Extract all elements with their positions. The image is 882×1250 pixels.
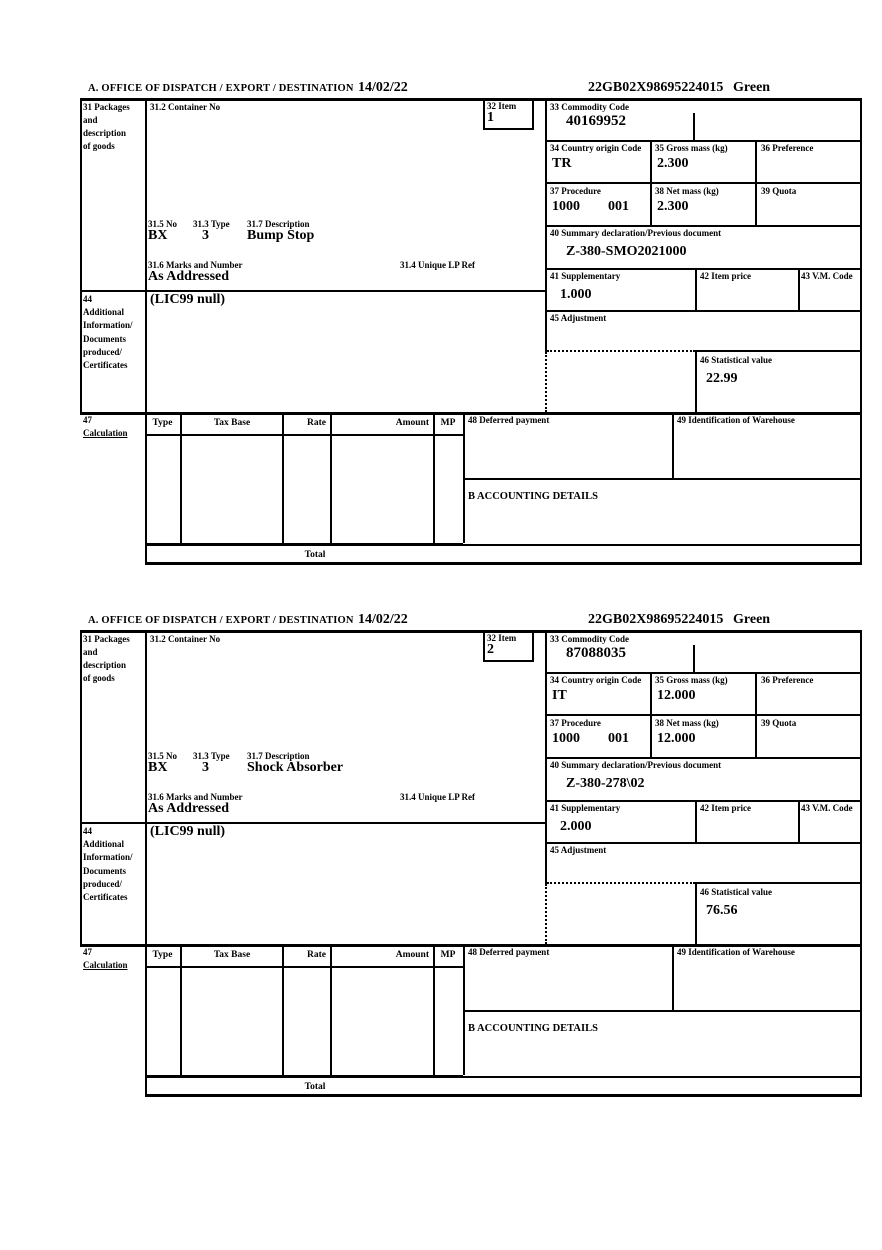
grid-line bbox=[145, 434, 463, 436]
box31-label-line: and bbox=[83, 115, 98, 125]
supplementary-value: 2.000 bbox=[560, 819, 592, 834]
procedure-label: 37 Procedure bbox=[550, 186, 601, 196]
box44-label-line: Information/ bbox=[83, 320, 133, 330]
container-no-label: 31.2 Container No bbox=[150, 102, 221, 112]
box47-label: 47 bbox=[83, 415, 92, 425]
grid-line bbox=[545, 140, 862, 142]
package-type-value: 3 bbox=[202, 760, 209, 775]
adjustment-label: 45 Adjustment bbox=[550, 845, 607, 855]
grid-line bbox=[695, 268, 697, 310]
grid-line bbox=[798, 800, 800, 842]
total-label: Total bbox=[304, 1082, 326, 1092]
warehouse-id-label: 49 Identification of Warehouse bbox=[677, 415, 795, 425]
grid-line bbox=[695, 800, 697, 842]
grid-line bbox=[672, 412, 674, 478]
item-price-label: 42 Item price bbox=[700, 803, 751, 813]
dotted-line bbox=[547, 882, 695, 884]
country-origin-label: 34 Country origin Code bbox=[550, 143, 642, 153]
grid-line bbox=[860, 98, 862, 565]
item-number-value: 1 bbox=[487, 110, 494, 125]
supplementary-label: 41 Supplementary bbox=[550, 271, 621, 281]
package-no-label: 31.5 No bbox=[148, 219, 177, 229]
grid-line bbox=[695, 882, 697, 944]
additional-info-value: (LIC99 null) bbox=[150, 824, 226, 839]
grid-line bbox=[545, 225, 862, 227]
additional-info-value: (LIC99 null) bbox=[150, 292, 226, 307]
grid-line bbox=[80, 98, 862, 101]
box31-label-line: description bbox=[83, 128, 127, 138]
unique-lp-ref-label: 31.4 Unique LP Ref bbox=[400, 792, 476, 802]
unique-lp-ref-label: 31.4 Unique LP Ref bbox=[400, 260, 476, 270]
box31-label-line: 31 Packages bbox=[83, 634, 130, 644]
col-header-tax-base: Tax Base bbox=[213, 950, 251, 960]
box44-label-line: 44 bbox=[83, 294, 92, 304]
warehouse-id-label: 49 Identification of Warehouse bbox=[677, 947, 795, 957]
grid-line bbox=[755, 672, 757, 757]
calculation-label: Calculation bbox=[83, 428, 128, 438]
grid-line bbox=[695, 350, 697, 412]
grid-line bbox=[695, 882, 862, 884]
net-mass-label: 38 Net mass (kg) bbox=[655, 186, 719, 196]
grid-line bbox=[145, 630, 147, 1097]
description-label: 31.7 Description bbox=[247, 219, 310, 229]
quota-label: 39 Quota bbox=[761, 718, 797, 728]
grid-line bbox=[80, 98, 82, 414]
grid-line bbox=[282, 412, 284, 543]
grid-line bbox=[80, 630, 862, 633]
gross-mass-label: 35 Gross mass (kg) bbox=[655, 143, 728, 153]
dotted-line bbox=[547, 350, 695, 352]
grid-line bbox=[145, 1094, 862, 1097]
gross-mass-label: 35 Gross mass (kg) bbox=[655, 675, 728, 685]
item-price-label: 42 Item price bbox=[700, 271, 751, 281]
grid-line bbox=[80, 630, 82, 946]
box44-label-line: Documents bbox=[83, 334, 126, 344]
package-no-label: 31.5 No bbox=[148, 751, 177, 761]
item-label: 32 Item bbox=[487, 633, 517, 643]
date-value: 14/02/22 bbox=[358, 612, 408, 627]
marks-label: 31.6 Marks and Number bbox=[148, 260, 243, 270]
item-grid bbox=[80, 630, 862, 1097]
grid-line bbox=[282, 944, 284, 1075]
grid-line bbox=[755, 140, 757, 225]
box44-label-line: Certificates bbox=[83, 360, 128, 370]
procedure-value-1: 1000 bbox=[552, 199, 580, 214]
procedure-value-1: 1000 bbox=[552, 731, 580, 746]
grid-line bbox=[433, 944, 435, 1075]
package-no-value: BX bbox=[148, 228, 168, 243]
summary-declaration-value: Z-380-278\02 bbox=[566, 776, 645, 791]
commodity-code-label: 33 Commodity Code bbox=[550, 634, 629, 644]
box31-label-line: description bbox=[83, 660, 127, 670]
grid-line bbox=[860, 630, 862, 1097]
grid-line bbox=[145, 966, 463, 968]
summary-declaration-label: 40 Summary declaration/Previous document bbox=[550, 760, 722, 770]
mrn-value: 22GB02X98695224015 bbox=[588, 612, 724, 627]
grid-line bbox=[545, 310, 862, 312]
gross-mass-value: 2.300 bbox=[657, 156, 689, 171]
supplementary-value: 1.000 bbox=[560, 287, 592, 302]
dotted-line bbox=[545, 884, 547, 944]
col-header-mp: MP bbox=[440, 418, 456, 428]
col-header-rate: Rate bbox=[307, 418, 326, 428]
commodity-code-label: 33 Commodity Code bbox=[550, 102, 629, 112]
grid-line bbox=[330, 944, 332, 1075]
marks-label: 31.6 Marks and Number bbox=[148, 792, 243, 802]
grid-line bbox=[463, 544, 862, 546]
box44-label-line: Additional bbox=[83, 839, 125, 849]
summary-declaration-value: Z-380-SMO2021000 bbox=[566, 244, 687, 259]
grid-line bbox=[545, 757, 862, 759]
vm-code-label: 43 V.M. Code bbox=[801, 271, 853, 281]
grid-line bbox=[180, 944, 182, 1075]
grid-line bbox=[145, 543, 463, 546]
box44-label-line: produced/ bbox=[83, 347, 122, 357]
grid-line bbox=[433, 412, 435, 543]
quota-label: 39 Quota bbox=[761, 186, 797, 196]
grid-line bbox=[545, 842, 862, 844]
office-of-dispatch-label: A. OFFICE OF DISPATCH / EXPORT / DESTINATION bbox=[88, 615, 354, 626]
item-number-value: 2 bbox=[487, 642, 494, 657]
commodity-code-value: 87088035 bbox=[566, 645, 626, 661]
preference-label: 36 Preference bbox=[761, 143, 814, 153]
grid-line bbox=[672, 944, 674, 1010]
col-header-rate: Rate bbox=[307, 950, 326, 960]
gross-mass-value: 12.000 bbox=[657, 688, 696, 703]
mrn-value: 22GB02X98695224015 bbox=[588, 80, 724, 95]
procedure-label: 37 Procedure bbox=[550, 718, 601, 728]
grid-line bbox=[545, 268, 862, 270]
grid-line bbox=[145, 98, 147, 565]
accounting-details-label: B ACCOUNTING DETAILS bbox=[468, 1023, 598, 1034]
grid-line bbox=[463, 478, 862, 480]
grid-line bbox=[545, 714, 862, 716]
col-header-type: Type bbox=[152, 950, 173, 960]
statistical-value-label: 46 Statistical value bbox=[700, 355, 772, 365]
grid-line bbox=[145, 1075, 463, 1078]
box44-label-line: Certificates bbox=[83, 892, 128, 902]
item-section-2 bbox=[80, 612, 862, 1098]
col-header-mp: MP bbox=[440, 950, 456, 960]
adjustment-label: 45 Adjustment bbox=[550, 313, 607, 323]
package-type-label: 31.3 Type bbox=[193, 219, 230, 229]
net-mass-value: 12.000 bbox=[657, 731, 696, 746]
commodity-code-separator bbox=[693, 113, 695, 140]
commodity-code-value: 40169952 bbox=[566, 113, 626, 129]
routing-indicator: Green bbox=[733, 80, 771, 95]
box31-label-line: 31 Packages bbox=[83, 102, 130, 112]
col-header-tax-base: Tax Base bbox=[213, 418, 251, 428]
col-header-amount: Amount bbox=[395, 418, 429, 428]
package-no-value: BX bbox=[148, 760, 168, 775]
statistical-value-label: 46 Statistical value bbox=[700, 887, 772, 897]
col-header-amount: Amount bbox=[395, 950, 429, 960]
routing-indicator: Green bbox=[733, 612, 771, 627]
grid-line bbox=[545, 672, 862, 674]
net-mass-value: 2.300 bbox=[657, 199, 689, 214]
description-value: Shock Absorber bbox=[247, 760, 344, 775]
item-section-1 bbox=[80, 80, 862, 566]
procedure-value-2: 001 bbox=[608, 199, 629, 214]
box44-label-line: Additional bbox=[83, 307, 125, 317]
box47-label: 47 bbox=[83, 947, 92, 957]
accounting-details-label: B ACCOUNTING DETAILS bbox=[468, 491, 598, 502]
vm-code-label: 43 V.M. Code bbox=[801, 803, 853, 813]
marks-value: As Addressed bbox=[148, 269, 230, 284]
description-value: Bump Stop bbox=[247, 228, 315, 243]
country-origin-value: IT bbox=[552, 688, 567, 703]
box31-label-line: of goods bbox=[83, 141, 115, 151]
col-header-type: Type bbox=[152, 418, 173, 428]
grid-line bbox=[798, 268, 800, 310]
grid-line bbox=[650, 140, 652, 225]
item-grid bbox=[80, 98, 862, 565]
grid-line bbox=[463, 1010, 862, 1012]
grid-line bbox=[463, 1076, 862, 1078]
box44-label-line: produced/ bbox=[83, 879, 122, 889]
grid-line bbox=[180, 412, 182, 543]
date-value: 14/02/22 bbox=[358, 80, 408, 95]
statistical-value: 22.99 bbox=[706, 371, 738, 386]
grid-line bbox=[145, 562, 862, 565]
item-label: 32 Item bbox=[487, 101, 517, 111]
preference-label: 36 Preference bbox=[761, 675, 814, 685]
country-origin-label: 34 Country origin Code bbox=[550, 675, 642, 685]
summary-declaration-label: 40 Summary declaration/Previous document bbox=[550, 228, 722, 238]
grid-line bbox=[545, 800, 862, 802]
supplementary-label: 41 Supplementary bbox=[550, 803, 621, 813]
dotted-line bbox=[545, 352, 547, 412]
grid-line bbox=[695, 350, 862, 352]
statistical-value: 76.56 bbox=[706, 903, 738, 918]
box44-label-line: Documents bbox=[83, 866, 126, 876]
box44-label-line: Information/ bbox=[83, 852, 133, 862]
deferred-payment-label: 48 Deferred payment bbox=[468, 947, 550, 957]
grid-line bbox=[330, 412, 332, 543]
description-label: 31.7 Description bbox=[247, 751, 310, 761]
grid-line bbox=[650, 672, 652, 757]
container-no-label: 31.2 Container No bbox=[150, 634, 221, 644]
box44-label-line: 44 bbox=[83, 826, 92, 836]
procedure-value-2: 001 bbox=[608, 731, 629, 746]
box31-label-line: and bbox=[83, 647, 98, 657]
commodity-code-separator bbox=[693, 645, 695, 672]
net-mass-label: 38 Net mass (kg) bbox=[655, 718, 719, 728]
calculation-label: Calculation bbox=[83, 960, 128, 970]
grid-line bbox=[545, 182, 862, 184]
box31-label-line: of goods bbox=[83, 673, 115, 683]
marks-value: As Addressed bbox=[148, 801, 230, 816]
deferred-payment-label: 48 Deferred payment bbox=[468, 415, 550, 425]
package-type-value: 3 bbox=[202, 228, 209, 243]
total-label: Total bbox=[304, 550, 326, 560]
package-type-label: 31.3 Type bbox=[193, 751, 230, 761]
country-origin-value: TR bbox=[552, 156, 572, 171]
office-of-dispatch-label: A. OFFICE OF DISPATCH / EXPORT / DESTINATION bbox=[88, 83, 354, 94]
